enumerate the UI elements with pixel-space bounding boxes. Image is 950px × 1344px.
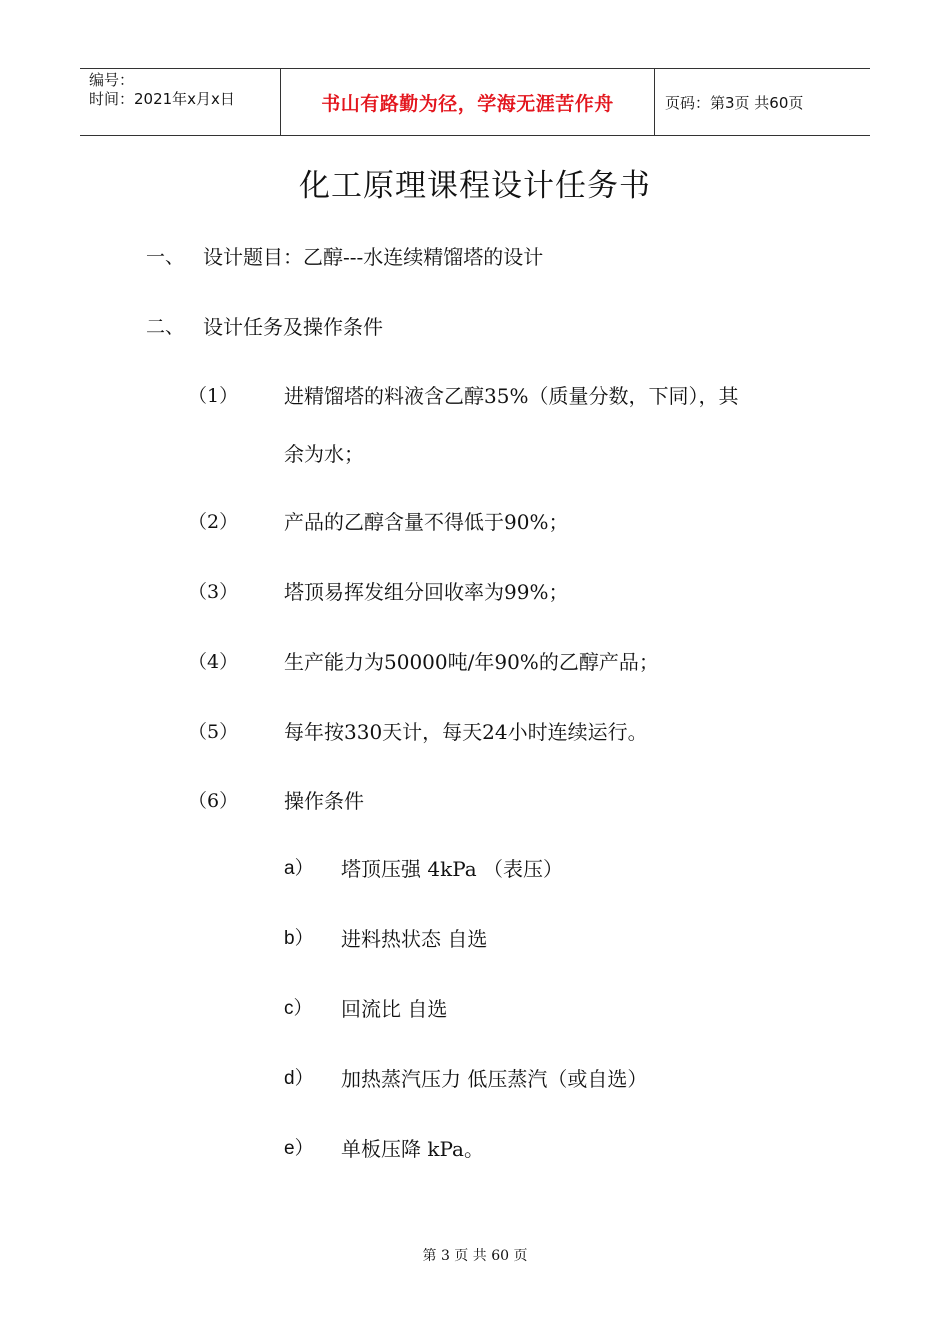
header-page-info: 页码：第3页 共60页 <box>665 93 804 112</box>
item-feed-composition: 进精馏塔的料液含乙醇35%（质量分数，下同），其 <box>284 384 739 408</box>
header-number-label: 编号： <box>89 71 135 89</box>
page-footer: 第 3 页 共 60 页 <box>422 1248 528 1264</box>
condition-marker: c） <box>284 998 313 1019</box>
document-header <box>80 68 870 136</box>
item-product-purity: 产品的乙醇含量不得低于90%； <box>284 510 569 534</box>
document-title: 化工原理课程设计任务书 <box>299 168 651 204</box>
item-marker: （1） <box>188 385 239 407</box>
item-marker: （2） <box>188 511 239 533</box>
item-feed-composition-continuation: 余为水； <box>284 442 364 466</box>
item-marker: （6） <box>188 790 239 812</box>
item-marker: （4） <box>188 651 239 673</box>
condition-marker: b） <box>284 928 314 949</box>
header-motto-cell <box>281 69 655 135</box>
header-date: 时间：2021年x月x日 <box>89 90 235 108</box>
section-marker: 二、 <box>146 316 185 338</box>
condition-marker: e） <box>284 1138 314 1159</box>
item-marker: （5） <box>188 721 239 743</box>
condition-top-pressure: 塔顶压强 4kPa （表压） <box>341 857 564 881</box>
condition-marker: a） <box>284 858 314 879</box>
item-recovery-rate: 塔顶易挥发组分回收率为99%； <box>284 580 569 604</box>
item-marker: （3） <box>188 581 239 603</box>
condition-reflux-ratio: 回流比 自选 <box>341 997 448 1021</box>
item-operating-conditions: 操作条件 <box>284 789 364 813</box>
section-design-topic: 设计题目：乙醇---水连续精馏塔的设计 <box>203 245 544 269</box>
section-marker: 一、 <box>146 246 185 268</box>
section-design-task: 设计任务及操作条件 <box>203 315 383 339</box>
condition-feed-state: 进料热状态 自选 <box>341 927 488 951</box>
condition-steam-pressure: 加热蒸汽压力 低压蒸汽（或自选） <box>341 1067 648 1091</box>
header-page-cell <box>655 69 870 135</box>
condition-plate-pressure-drop: 单板压降 kPa。 <box>341 1137 484 1161</box>
item-capacity: 生产能力为50000吨/年90%的乙醇产品； <box>284 650 659 674</box>
header-motto: 书山有路勤为径，学海无涯苦作舟 <box>321 92 614 115</box>
condition-marker: d） <box>284 1068 314 1089</box>
item-operating-schedule: 每年按330天计，每天24小时连续运行。 <box>284 720 648 744</box>
header-meta-cell <box>80 69 281 135</box>
